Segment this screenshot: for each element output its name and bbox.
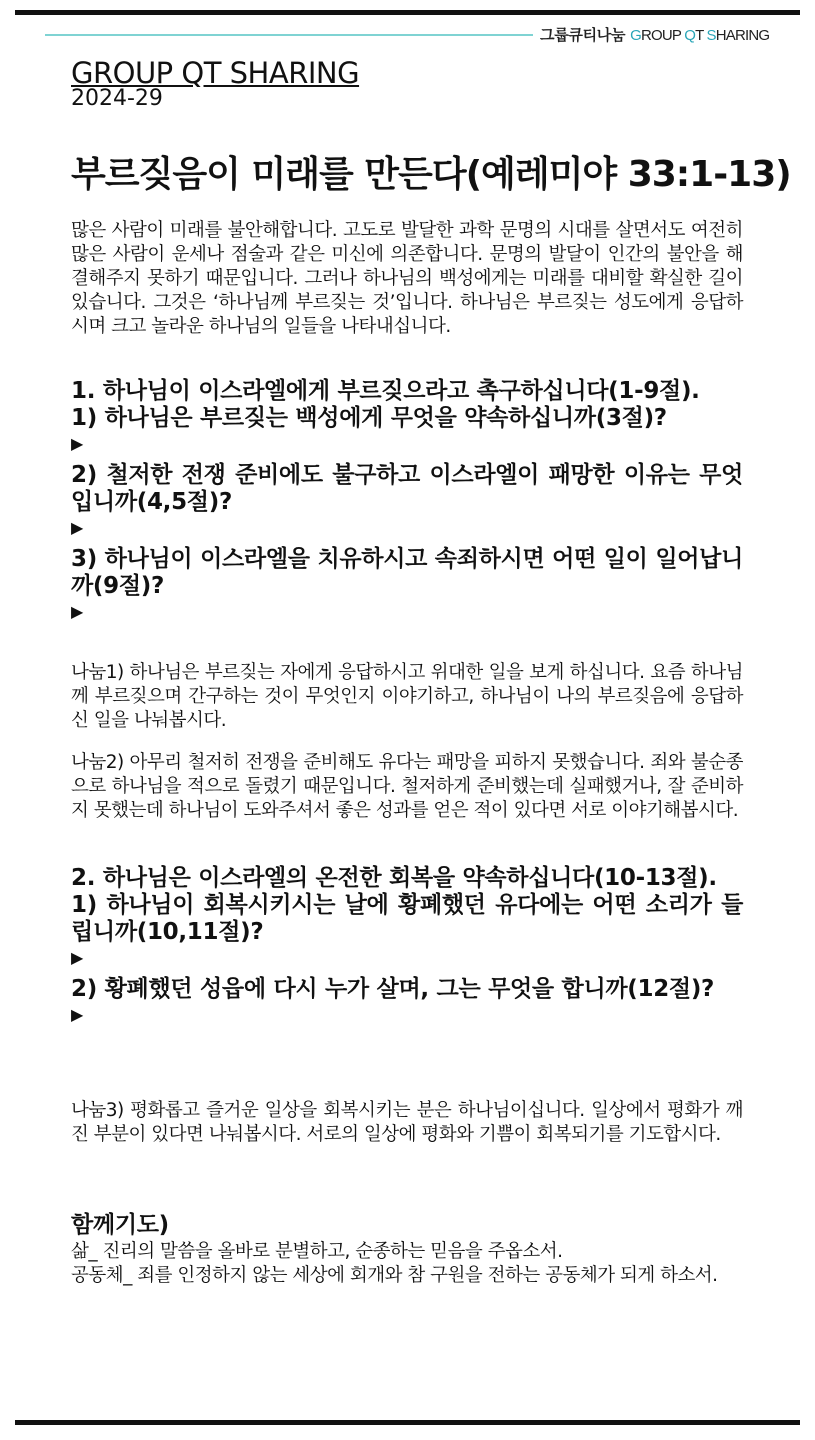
question-2-1: 1) 하나님이 회복시키시는 날에 황폐했던 유다에는 어떤 소리가 들립니까(10,11절)? [71,892,743,945]
top-rule [15,10,800,15]
brand-korean: 그룹큐티나눔 [540,26,626,44]
sharing-3-text: 나눔3) 평화롭고 즐거운 일상을 회복시키는 분은 하나님이십니다. 일상에서 평화가 깨진 부분이 있다면 나눠봅시다. 서로의 일상에 평화와 기쁨이 회복되기를 기도합시다. [71,1100,743,1145]
question-1-3: 3) 하나님이 이스라엘을 치유하시고 속죄하시면 어떤 일이 일어납니까(9절)? [71,546,743,599]
prayer-heading: 함께기도) [71,1212,169,1238]
sharing-2 [71,751,743,823]
sharing-1-text: 나눔1) 하나님은 부르짖는 자에게 응답하시고 위대한 일을 보게 하십니다. 요즘 하나님께 부르짖으며 간구하는 것이 무엇인지 이야기하고, 하나님이 나의 부르짖음에 응답하신 일을 나눠봅시다. [71,662,743,731]
prayer-line-community: 공동체_ 죄를 인정하지 않는 세상에 회개와 참 구원을 전하는 공동체가 되게 하소서. [71,1265,718,1286]
sharing-2-text: 나눔2) 아무리 철저히 전쟁을 준비해도 유다는 패망을 피하지 못했습니다. 죄와 불순종으로 하나님을 적으로 돌렸기 때문입니다. 철저하게 준비했는데 실패했거나, 잘 준비하지 못했는데 하나님이 도와주셔서 좋은 성과를 얻은 적이 있다면 서로 이야기해봅시다. [71,752,743,821]
page-title: 부르짖음이 미래를 만든다(예레미야 33:1-13) [71,154,791,195]
answer-marker: ▶ [71,518,84,537]
brand-english: GROUP QT SHARING [630,27,770,44]
prayer-line-life: 삶_ 진리의 말씀을 올바로 분별하고, 순종하는 믿음을 주옵소서. [71,1241,563,1262]
answer-marker: ▶ [71,434,84,453]
section-1 [71,378,743,624]
section-2-heading: 2. 하나님은 이스라엘의 온전한 회복을 약속하십니다(10-13절). [71,865,717,891]
intro-paragraph: 많은 사람이 미래를 불안해합니다. 고도로 발달한 과학 문명의 시대를 살면서도 여전히 많은 사람이 운세나 점술과 같은 미신에 의존합니다. 문명의 발달이 인간의 불안을 해결해주지 못하기 때문입니다. 그러나 하나님의 백성에게는 미래를 대비할 확실한 길이 있습니다. 그것은 ‘하나님께 부르짖는 것’입니다. 하나님은 부르짖는 성도에게 응답하시며 크고 놀라운 하나님의 일들을 나타내십니다. [71,220,743,337]
answer-marker: ▶ [71,1005,84,1024]
answer-marker: ▶ [71,602,84,621]
intro-section [71,219,743,339]
bottom-rule [15,1420,800,1425]
question-1-1: 1) 하나님은 부르짖는 백성에게 무엇을 약속하십니까(3절)? [71,405,667,431]
answer-marker: ▶ [71,948,84,967]
question-2-2: 2) 황폐했던 성읍에 다시 누가 살며, 그는 무엇을 합니까(12절)? [71,976,715,1002]
header-divider-line [45,34,533,36]
section-1-heading: 1. 하나님이 이스라엘에게 부르짖으라고 촉구하십니다(1-9절). [71,378,700,404]
sharing-1 [71,661,743,733]
question-1-2: 2) 철저한 전쟁 준비에도 불구하고 이스라엘이 패망한 이유는 무엇입니까(4,5절)? [71,462,743,515]
prayer-section [71,1240,743,1288]
sharing-3 [71,1099,743,1147]
document-name: GROUP QT SHARING [71,56,360,90]
section-2 [71,865,743,1027]
document-number: 2024-29 [71,86,163,111]
brand-logo [540,24,769,45]
